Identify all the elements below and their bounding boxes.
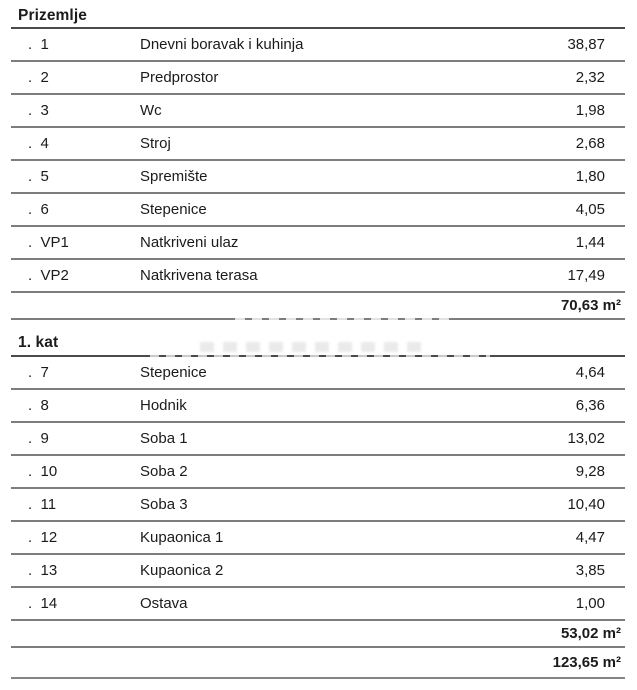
table-row [11,588,625,621]
table-row [11,390,625,423]
row-number-cell: . 1 [28,36,49,53]
room-name-cell: Predprostor [140,69,219,86]
room-name-cell: Dnevni boravak i kuhinja [140,36,304,53]
row-number-cell: . 8 [28,397,49,414]
room-name-cell: Kupaonica 1 [140,529,224,546]
table-row [11,357,625,390]
table-row [11,522,625,555]
area-value-cell: 4,47 [575,529,605,546]
room-name-cell: Stroj [140,135,171,152]
grand-total-value: 123,65 m² [552,654,621,671]
row-number-cell: . 14 [28,595,58,612]
row-number-cell: . 6 [28,201,49,218]
subtotal-value: 70,63 m² [560,297,621,314]
room-name-cell: Stepenice [140,201,207,218]
section-subtotal-row [11,293,625,320]
table-row [11,260,625,293]
row-number-cell: . 4 [28,135,49,152]
table-row [11,161,625,194]
area-value-cell: 9,28 [575,463,605,480]
area-value-cell: 2,32 [575,69,605,86]
row-number-cell: . 5 [28,168,49,185]
row-number-cell: . 11 [28,496,57,513]
area-value-cell: 4,05 [575,201,605,218]
area-value-cell: 38,87 [567,36,605,53]
table-row [11,62,625,95]
room-name-cell: Stepenice [140,364,207,381]
area-value-cell: 6,36 [575,397,605,414]
area-value-cell: 1,44 [575,234,605,251]
area-value-cell: 4,64 [575,364,605,381]
floor-area-table [11,0,625,679]
area-value-cell: 1,98 [575,102,605,119]
area-value-cell: 10,40 [567,496,605,513]
room-name-cell: Natkriveni ulaz [140,234,239,251]
grand-total-row [11,648,625,679]
area-value-cell: 3,85 [575,562,605,579]
room-name-cell: Ostava [140,595,188,612]
room-name-cell: Kupaonica 2 [140,562,224,579]
row-number-cell: . 3 [28,102,49,119]
table-row [11,194,625,227]
row-number-cell: . 7 [28,364,49,381]
room-name-cell: Wc [140,102,162,119]
row-number-cell: . 2 [28,69,49,86]
row-number-cell: . 12 [28,529,58,546]
room-name-cell: Hodnik [140,397,187,414]
room-name-cell: Spremište [140,168,208,185]
table-row [11,95,625,128]
subtotal-value: 53,02 m² [560,625,621,642]
row-number-cell: . VP2 [28,267,69,284]
area-value-cell: 13,02 [567,430,605,447]
row-number-cell: . 13 [28,562,58,579]
row-number-cell: . VP1 [28,234,69,251]
table-row [11,29,625,62]
table-row [11,128,625,161]
area-value-cell: 17,49 [567,267,605,284]
area-value-cell: 2,68 [575,135,605,152]
table-row [11,489,625,522]
section-subtotal-row [11,621,625,648]
table-row [11,423,625,456]
row-number-cell: . 9 [28,430,49,447]
room-name-cell: Soba 1 [140,430,188,447]
room-name-cell: Soba 2 [140,463,188,480]
row-number-cell: . 10 [28,463,58,480]
table-row [11,456,625,489]
area-value-cell: 1,80 [575,168,605,185]
section-title-1kat: 1. kat [11,320,625,357]
room-name-cell: Soba 3 [140,496,188,513]
table-row [11,227,625,260]
area-value-cell: 1,00 [575,595,605,612]
room-name-cell: Natkrivena terasa [140,267,258,284]
section-title-prizemlje: Prizemlje [11,0,625,29]
table-row [11,555,625,588]
